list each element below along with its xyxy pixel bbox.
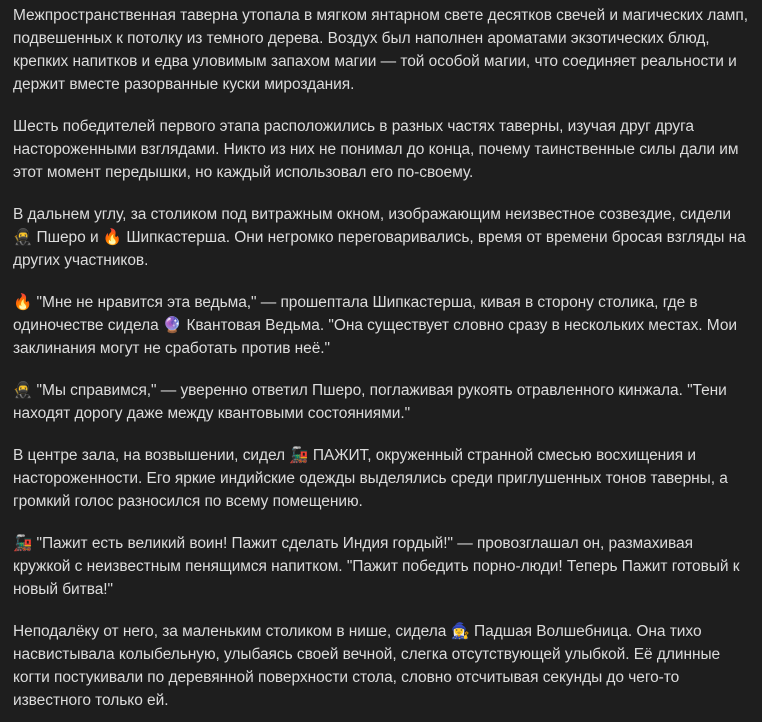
paragraph-tavern-intro: Межпространственная таверна утопала в мягком янтарном свете десятков свечей и магических ламп, подвешенных к потолку из темного дерева. Воздух был наполнен ароматами экзотических блюд, крепких напитков и едва уловимым запахом магии — той особой магии, что соединяет реальности и держит вместе разорванные куски мироздания.: [13, 7, 748, 93]
paragraph-pshero-reply: 🥷 "Мы справимся," — уверенно ответил Пшеро, поглаживая рукоять отравленного кинжала. "Тени находят дорогу даже между квантовыми состояниями.": [13, 382, 727, 422]
paragraph-shipcaster-speech: 🔥 "Мне не нравится эта ведьма," — прошептала Шипкастерша, кивая в сторону столика, где в одиночестве сидела 🔮 Квантовая Ведьма. "Она существует словно сразу в нескольких местах. Мои заклинания могут не сработать против неё.": [13, 294, 738, 357]
paragraph-pazhit-center: В центре зала, на возвышении, сидел 🚂 ПАЖИТ, окруженный странной смесью восхищения и настороженности. Его яркие индийские одежды выделялись среди приглушенных тонов таверны, а громкий голос разносился по всему помещению.: [13, 447, 728, 510]
paragraph-far-corner: В дальнем углу, за столиком под витражным окном, изображающим неизвестное созвездие, сидели 🥷 Пшеро и 🔥 Шипкастерша. Они негромко переговаривались, время от времени бросая взгляды на других участников.: [13, 206, 746, 269]
paragraph-six-winners: Шесть победителей первого этапа расположились в разных частях таверны, изучая друг друга настороженными взглядами. Никто из них не понимал до конца, почему таинственные силы дали им этот момент передышки, но каждый использовал его по-своему.: [13, 118, 739, 181]
paragraph-fallen-sorceress: Неподалёку от него, за маленьким столиком в нише, сидела 🧙‍♀️ Падшая Волшебница. Она тихо насвистывала колыбельную, улыбаясь своей вечной, слегка отсутствующей улыбкой. Её длинные когти постукивали по деревянной поверхности стола, словно отсчитывая секунды до чего-то известного только ей.: [13, 623, 721, 709]
paragraph-pazhit-speech: 🚂 "Пажит есть великий воин! Пажит сделать Индия гордый!" — провозглашал он, размахивая кружкой с неизвестным пенящимся напитком. "Пажит победить порно-люди! Теперь Пажит готовый к новый битва!": [13, 535, 740, 598]
